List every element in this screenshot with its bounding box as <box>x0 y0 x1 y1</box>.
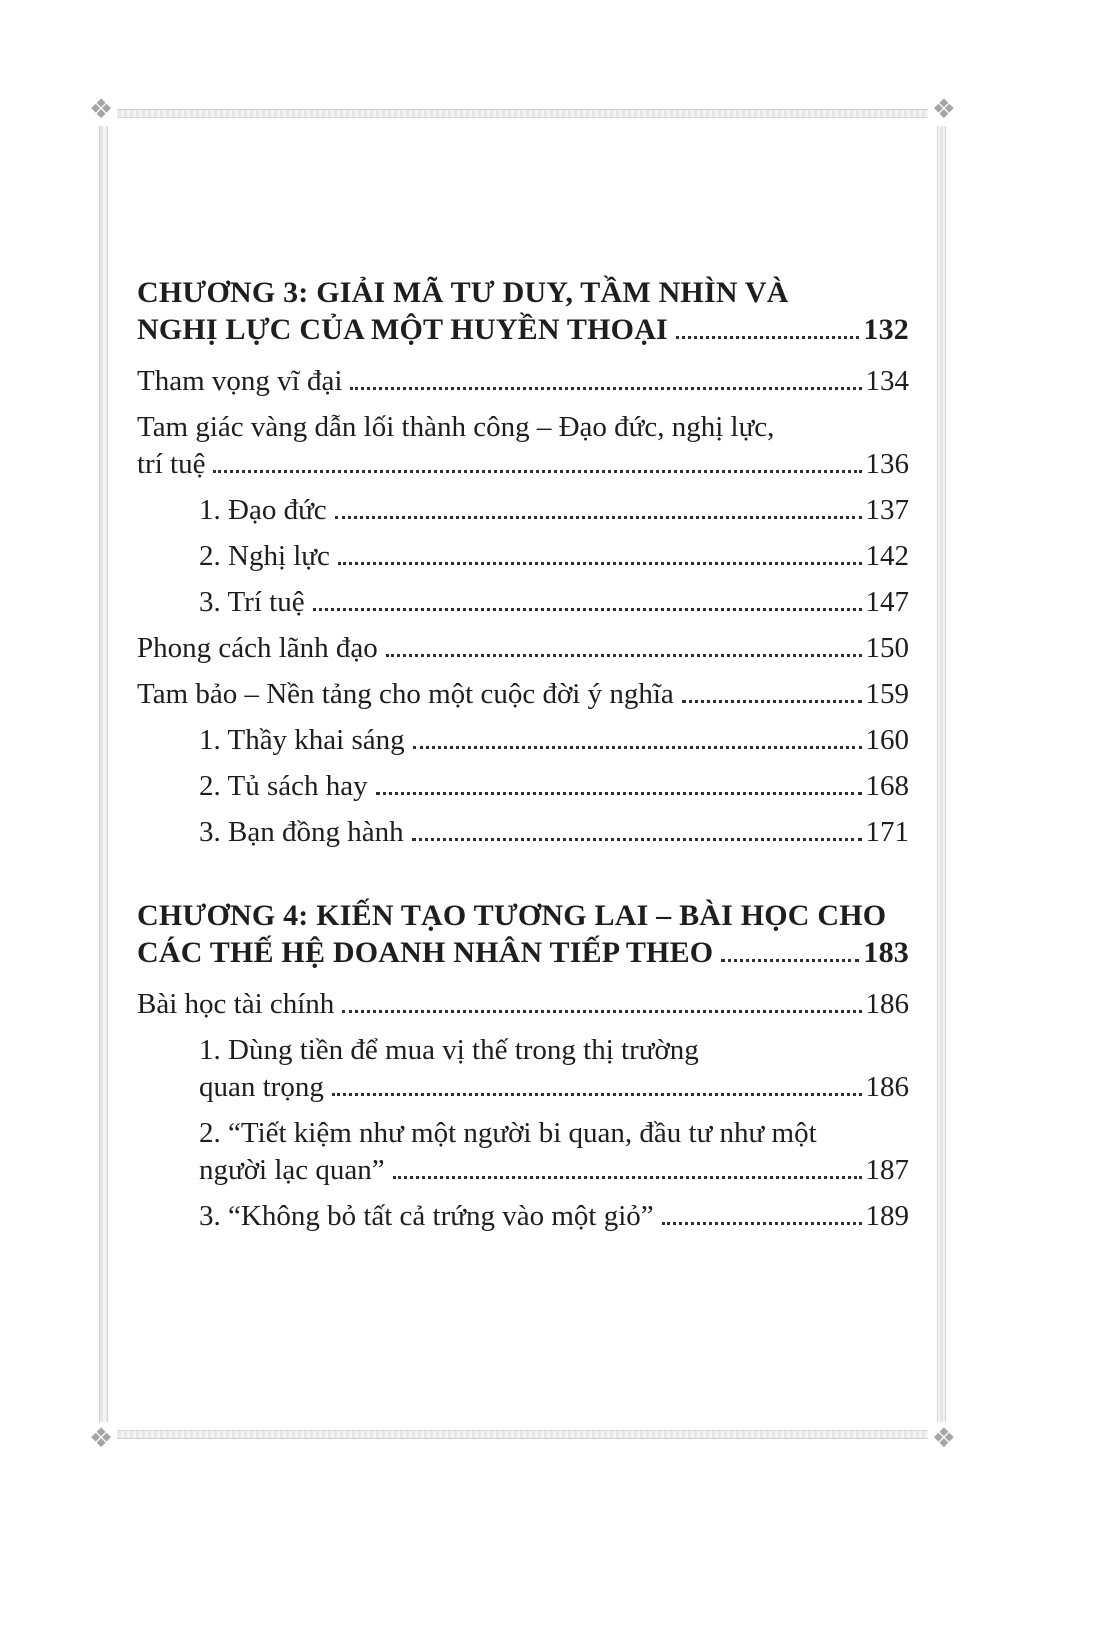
dot-leader <box>376 789 862 795</box>
toc-entry <box>137 722 909 759</box>
toc-page-number: 132 <box>863 313 909 346</box>
toc-page-number: 187 <box>865 1154 909 1186</box>
toc-entry-title: 1. Dùng tiền để mua vị thế trong thị trường <box>199 1034 699 1066</box>
toc-entry-title: quan trọng <box>199 1071 324 1103</box>
dot-leader <box>682 697 862 703</box>
toc-chapter-entry <box>137 274 909 348</box>
toc-page-number: 150 <box>865 632 909 664</box>
toc-entry-title: Tam giác vàng dẫn lối thành công – Đạo đức, nghị lực, <box>137 411 775 443</box>
toc-entry-title: CHƯƠNG 4: KIẾN TẠO TƯƠNG LAI – BÀI HỌC CHO <box>137 899 887 932</box>
dot-leader <box>350 384 861 390</box>
toc-page-number: 189 <box>865 1200 909 1232</box>
toc-entry <box>137 814 909 851</box>
dot-leader <box>413 743 862 749</box>
dot-leader <box>662 1219 862 1225</box>
toc-entry-title: CHƯƠNG 3: GIẢI MÃ TƯ DUY, TẦM NHÌN VÀ <box>137 276 789 309</box>
toc-entry <box>137 584 909 621</box>
dot-leader <box>393 1173 862 1179</box>
toc-page-number: 142 <box>865 540 909 572</box>
toc-entry <box>137 363 909 400</box>
toc-page-number: 159 <box>865 678 909 710</box>
toc-entry-title: trí tuệ <box>137 448 206 480</box>
toc-page-number: 186 <box>865 988 909 1020</box>
toc-entry <box>137 538 909 575</box>
toc-page-number: 136 <box>865 448 909 480</box>
dot-leader <box>338 559 862 565</box>
toc-page-number: 183 <box>863 936 909 969</box>
dot-leader <box>313 605 862 611</box>
toc-entry-title: 2. Nghị lực <box>199 540 330 572</box>
toc-entry <box>137 986 909 1023</box>
toc-entry-title: Tham vọng vĩ đại <box>137 365 343 397</box>
dot-leader <box>386 651 862 657</box>
toc-entry <box>137 492 909 529</box>
toc-page-number: 134 <box>865 365 909 397</box>
toc-entry-title: 3. Trí tuệ <box>199 586 305 618</box>
toc-entry-title: 3. Bạn đồng hành <box>199 816 404 848</box>
corner-ornament-bottom-right-icon: ❖ <box>928 1422 960 1455</box>
toc-list <box>137 274 909 1244</box>
toc-entry-title: người lạc quan” <box>199 1154 385 1186</box>
toc-chapter-entry <box>137 897 909 971</box>
toc-entry <box>137 1115 909 1189</box>
corner-ornament-top-left-icon: ❖ <box>85 93 117 126</box>
dot-leader <box>412 835 862 841</box>
toc-entry-title: 1. Thầy khai sáng <box>199 724 405 756</box>
dot-leader <box>213 467 861 473</box>
dot-leader <box>721 956 859 962</box>
toc-page-number: 186 <box>865 1071 909 1103</box>
toc-entry <box>137 1032 909 1106</box>
dot-leader <box>676 333 859 339</box>
corner-ornament-bottom-left-icon: ❖ <box>85 1422 117 1455</box>
toc-entry-title: Tam bảo – Nền tảng cho một cuộc đời ý nghĩa <box>137 678 674 710</box>
toc-entry-title: 1. Đạo đức <box>199 494 327 526</box>
toc-entry-title: CÁC THẾ HỆ DOANH NHÂN TIẾP THEO <box>137 936 714 969</box>
toc-entry-title: 2. Tủ sách hay <box>199 770 368 802</box>
toc-entry <box>137 409 909 483</box>
toc-entry-title: NGHỊ LỰC CỦA MỘT HUYỀN THOẠI <box>137 313 668 346</box>
toc-page-number: 137 <box>865 494 909 526</box>
toc-page-number: 160 <box>865 724 909 756</box>
toc-page-number: 168 <box>865 770 909 802</box>
dot-leader <box>342 1007 861 1013</box>
toc-entry <box>137 1198 909 1235</box>
toc-page-number: 147 <box>865 586 909 618</box>
toc-entry <box>137 676 909 713</box>
toc-entry-title: 3. “Không bỏ tất cả trứng vào một giỏ” <box>199 1200 654 1232</box>
toc-entry <box>137 768 909 805</box>
toc-entry-title: Phong cách lãnh đạo <box>137 632 378 664</box>
toc-entry <box>137 630 909 667</box>
corner-ornament-top-right-icon: ❖ <box>928 93 960 126</box>
toc-entry-title: Bài học tài chính <box>137 988 335 1020</box>
toc-page-number: 171 <box>865 816 909 848</box>
dot-leader <box>332 1090 862 1096</box>
dot-leader <box>335 513 862 519</box>
toc-entry-title: 2. “Tiết kiệm như một người bi quan, đầu tư như một <box>199 1117 817 1149</box>
